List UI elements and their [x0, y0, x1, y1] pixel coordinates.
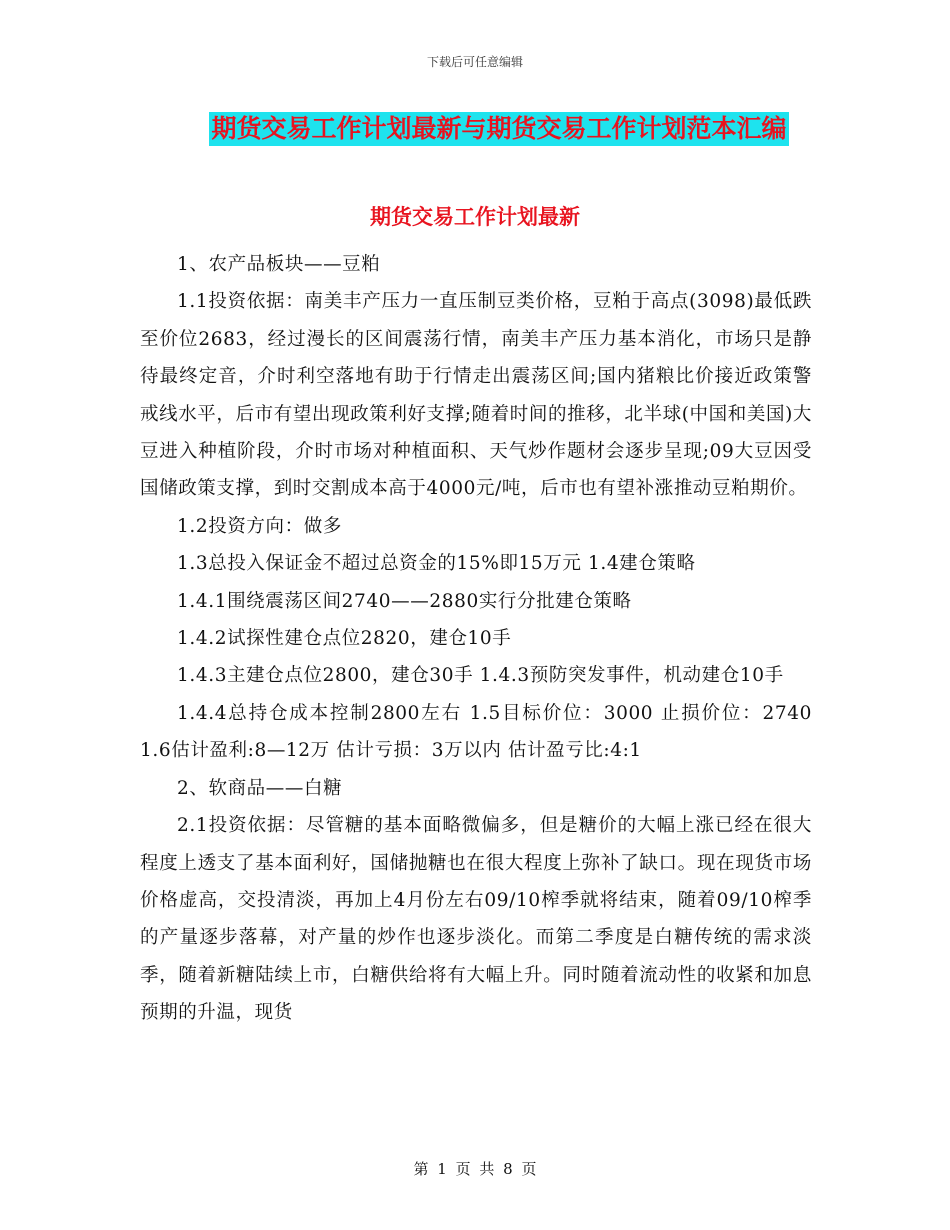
paragraph: 1.1投资依据：南美丰产压力一直压制豆类价格，豆粕于高点(3098)最低跌至价位2683，经过漫长的区间震荡行情，南美丰产压力基本消化，市场只是静待最终定音，介时利空落地有助于行情走出震荡区间;国内猪粮比价接近政策警戒线水平，后市有望出现政策利好支撑;随着时间的推移，北半球(中国和美国)大豆进入种植阶段，介时市场对种植面积、天气炒作题材会逐步呈现;09大豆因受国储政策支撑，到时交割成本高于4000元/吨，后市也有望补涨推动豆粕期价。 — [140, 291, 812, 500]
main-title: 期货交易工作计划最新与期货交易工作计划范本汇编 — [209, 112, 788, 146]
paragraph: 2.1投资依据：尽管糖的基本面略微偏多，但是糖价的大幅上涨已经在很大程度上透支了基本面利好，国储抛糖也在很大程度上弥补了缺口。现在现货市场价格虚高，交投清淡，再加上4月份左右09/10榨季就将结束，随着09/10榨季的产量逐步落幕，对产量的炒作也逐步淡化。而第二季度是白糖传统的需求淡季，随着新糖陆续上市，白糖供给将有大幅上升。同时随着流动性的收紧和加息预期的升温，现货 — [140, 815, 812, 1024]
paragraph: 1.2投资方向：做多 — [177, 515, 342, 537]
paragraph: 1.3总投入保证金不超过总资金的15%即15万元 1.4建仓策略 — [177, 553, 696, 575]
page-footer: 第 1 页 共 8 页 — [413, 1160, 537, 1178]
header-note: 下载后可任意编辑 — [426, 55, 523, 69]
paragraph: 2、软商品——白糖 — [177, 777, 343, 799]
paragraph: 1.4.3主建仓点位2800，建仓30手 1.4.3预防突发事件，机动建仓10手 — [177, 665, 784, 687]
paragraph: 1.4.2试探性建仓点位2820，建仓10手 — [177, 628, 512, 650]
document-body — [140, 246, 812, 1032]
paragraph: 1.4.1围绕震荡区间2740——2880实行分批建仓策略 — [177, 590, 632, 612]
paragraph: 1、农产品板块——豆粕 — [177, 254, 381, 275]
section-title: 期货交易工作计划最新 — [370, 205, 580, 229]
paragraph: 1.4.4总持仓成本控制2800左右 1.5目标价位：3000 止损价位：2740 1.6估计盈利:8—12万 估计亏损：3万以内 估计盈亏比:4:1 — [140, 702, 812, 762]
main-title-container — [0, 112, 950, 146]
